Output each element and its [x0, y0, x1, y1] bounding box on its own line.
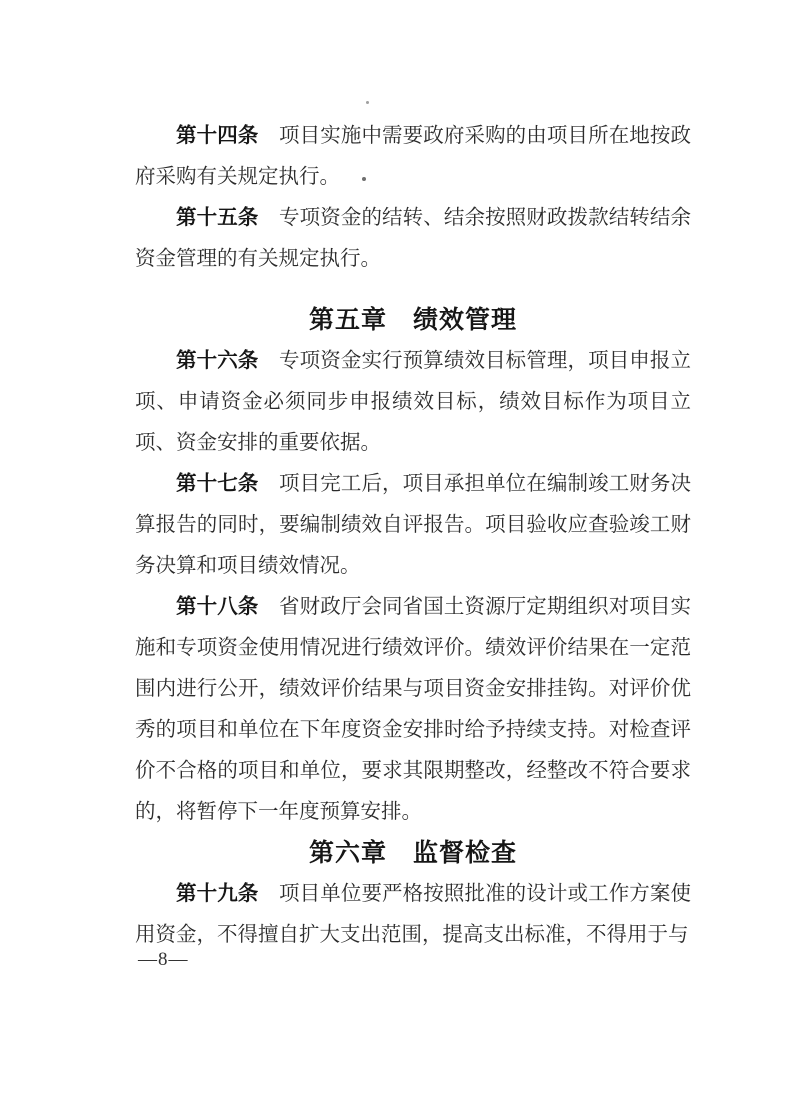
article-text: 项目单位要严格按照批准的设计或工作方案使用资金，不得擅自扩大支出范围，提高支出标准，不得用于与	[135, 883, 692, 946]
article-term: 第十四条	[176, 125, 259, 147]
article-term: 第十八条	[176, 596, 259, 618]
article-paragraph	[135, 464, 691, 587]
article-term: 第十五条	[176, 207, 259, 229]
document-blocks	[135, 116, 691, 956]
chapter-heading: 第六章 监督检查	[308, 839, 517, 867]
article-term: 第十九条	[176, 883, 259, 905]
scan-speck	[362, 177, 366, 181]
article-paragraph	[135, 198, 691, 280]
article-paragraph	[135, 116, 691, 198]
article-text: 项目实施中需要政府采购的由项目所在地按政府采购有关规定执行。	[135, 125, 692, 188]
article-paragraph	[135, 874, 691, 956]
article-text: 专项资金的结转、结余按照财政拨款结转结余资金管理的有关规定执行。	[135, 207, 692, 270]
chapter-heading: 第五章 绩效管理	[308, 306, 517, 334]
article-text: 专项资金实行预算绩效目标管理，项目申报立项、申请资金必须同步申报绩效目标，绩效目标作为项目立项、资金安排的重要依据。	[135, 350, 692, 454]
article-paragraph	[135, 341, 691, 464]
article-term: 第十七条	[176, 473, 259, 495]
article-term: 第十六条	[176, 350, 259, 372]
scan-speck	[366, 101, 369, 104]
article-text: 省财政厅会同省国土资源厅定期组织对项目实施和专项资金使用情况进行绩效评价。绩效评价结果在一定范围内进行公开，绩效评价结果与项目资金安排挂钩。对评价优秀的项目和单位在下年度资金安排时给予持续支持。对检查评价不合格的项目和单位，要求其限期整改，经整改不符合要求的，将暂停下一年度预算安排。	[135, 596, 692, 823]
page-number: —8—	[138, 949, 189, 970]
article-text: 项目完工后，项目承担单位在编制竣工财务决算报告的同时，要编制绩效自评报告。项目验收应查验竣工财务决算和项目绩效情况。	[135, 473, 692, 577]
article-paragraph	[135, 587, 691, 833]
